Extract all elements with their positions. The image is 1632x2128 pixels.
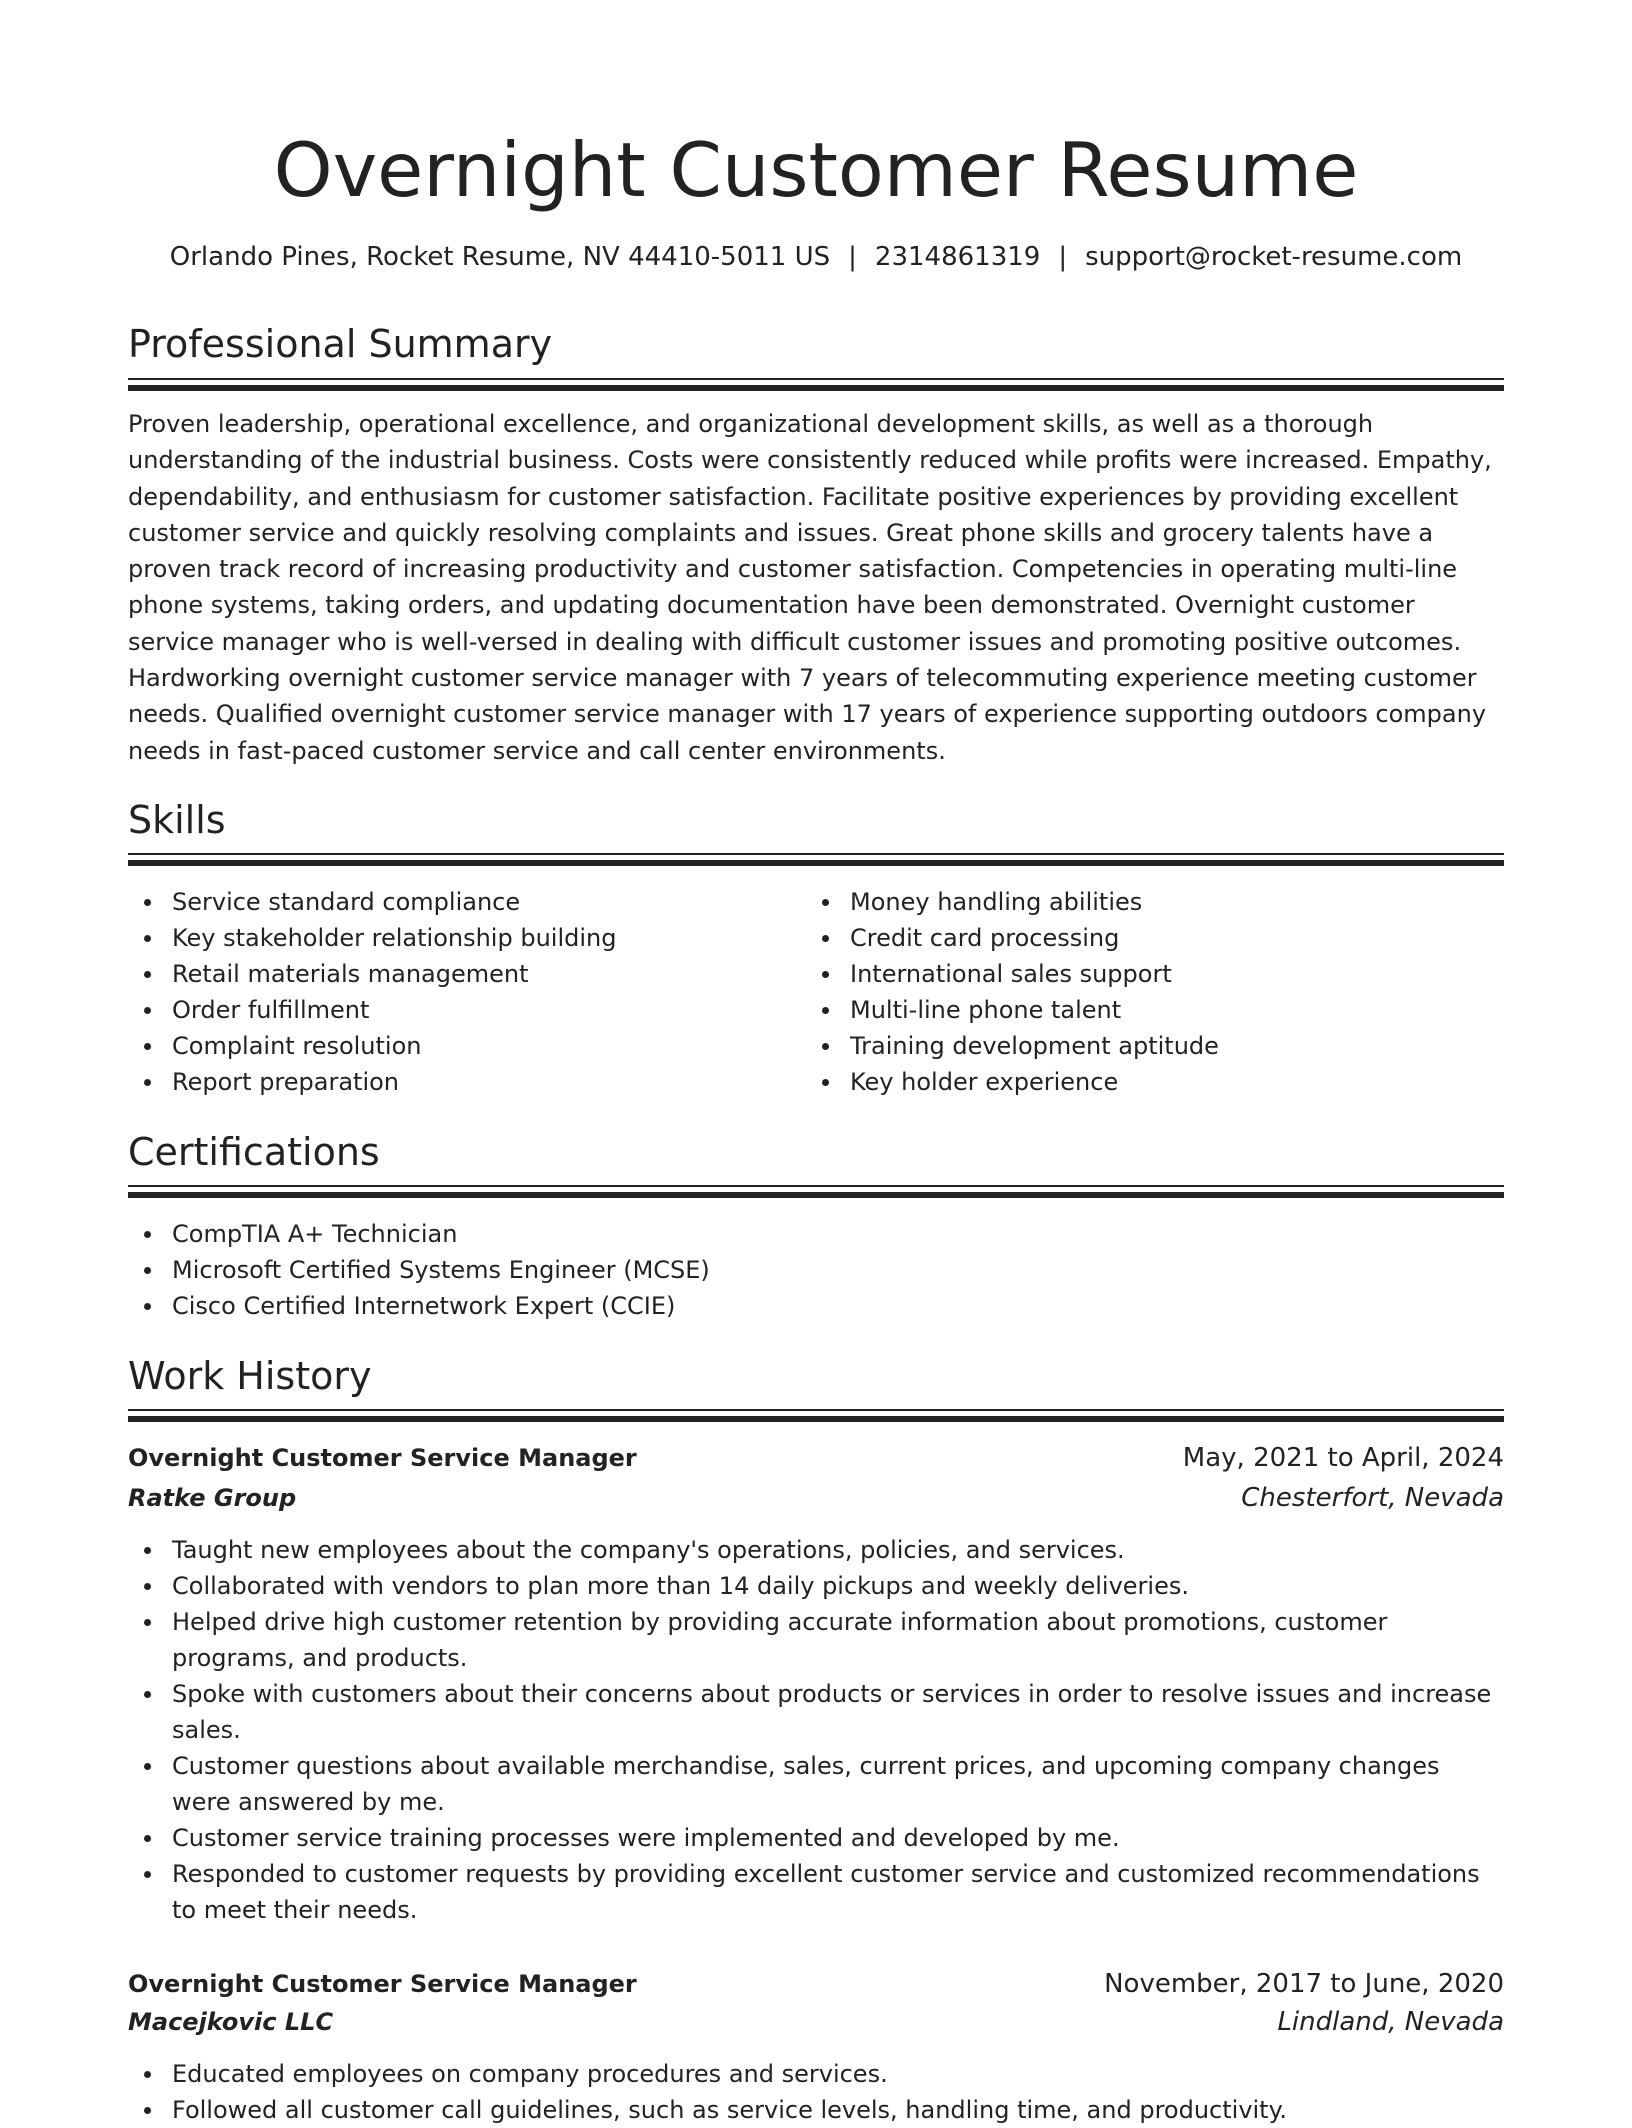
job-bullet: Spoke with customers about their concerns about products or services in order to resolve issues and increase sales. [128, 1676, 1504, 1748]
skill-item: Multi-line phone talent [806, 992, 1504, 1028]
job-header [128, 1438, 1504, 1478]
certifications-heading: Certifications [128, 1130, 380, 1174]
skill-item: Credit card processing [806, 920, 1504, 956]
skill-item: International sales support [806, 956, 1504, 992]
job-title: Overnight Customer Service Manager [128, 1970, 637, 1998]
contact-separator: | [848, 242, 857, 272]
skills-rule-thin [128, 853, 1504, 855]
job-bullet: Collaborated with vendors to plan more than 14 daily pickups and weekly deliveries. [128, 1568, 1504, 1604]
job-header [128, 1964, 1504, 2004]
summary-rule-thin [128, 378, 1504, 380]
certifications-rule-thin [128, 1185, 1504, 1187]
job-bullet: Taught new employees about the company's operations, policies, and services. [128, 1532, 1504, 1568]
job-location: Chesterfort, Nevada [1241, 1483, 1504, 1513]
job-subheader [128, 1478, 1504, 1518]
skills-left-list [128, 884, 788, 1100]
contact-line [128, 240, 1504, 274]
job-bullet: Customer questions about available merchandise, sales, current prices, and upcoming company changes were answered by me. [128, 1748, 1504, 1820]
job-bullets [128, 1532, 1504, 1928]
skills-left-column [128, 884, 788, 1100]
job-location: Lindland, Nevada [1277, 2007, 1504, 2037]
skill-item: Training development aptitude [806, 1028, 1504, 1064]
skill-item: Service standard compliance [128, 884, 788, 920]
skills-right-column [806, 884, 1504, 1100]
summary-text: Proven leadership, operational excellence, and organizational development skills, as well as a thorough understanding of the industrial business. Costs were consistently reduced while profits were increased. Empathy, dependability, and enthusiasm for customer satisfaction. Facilitate positive experiences by providing excellent customer service and quickly resolving complaints and issues. Great phone skills and grocery talents have a proven track record of increasing productivity and customer satisfaction. Competencies in operating multi-line phone systems, taking orders, and updating documentation have been demonstrated. Overnight customer service manager who is well-versed in dealing with difficult customer issues and promoting positive outcomes. Hardworking overnight customer service manager with 7 years of telecommuting experience meeting customer needs. Qualified overnight customer service manager with 17 years of experience supporting outdoors company needs in fast-paced customer service and call center environments. [128, 410, 1492, 765]
work-history-rule-thin [128, 1409, 1504, 1411]
certifications-list [128, 1216, 1504, 1324]
job-bullet: Helped drive high customer retention by providing accurate information about promotions, customer programs, and products. [128, 1604, 1504, 1676]
work-history-heading: Work History [128, 1354, 372, 1398]
contact-email: support@rocket-resume.com [1085, 242, 1463, 272]
skills-heading: Skills [128, 798, 226, 842]
contact-address: Orlando Pines, Rocket Resume, NV 44410-5011 US [169, 242, 831, 272]
skill-item: Report preparation [128, 1064, 788, 1100]
job-bullet: Customer service training processes were implemented and developed by me. [128, 1820, 1504, 1856]
contact-phone: 2314861319 [874, 242, 1041, 272]
resume-title: Overnight Customer Resume [273, 126, 1359, 214]
job-bullet: Followed all customer call guidelines, such as service levels, handling time, and productivity. [128, 2092, 1504, 2128]
summary-heading: Professional Summary [128, 322, 553, 366]
summary-rule-thick [128, 385, 1504, 391]
skill-item: Retail materials management [128, 956, 788, 992]
skill-item: Complaint resolution [128, 1028, 788, 1064]
job-company: Macejkovic LLC [128, 2008, 334, 2036]
job-dates: November, 2017 to June, 2020 [1104, 1969, 1504, 1999]
work-history-rule-thick [128, 1416, 1504, 1422]
certifications-rule-thick [128, 1192, 1504, 1198]
skill-item: Key stakeholder relationship building [128, 920, 788, 956]
contact-separator: | [1058, 242, 1068, 272]
job-bullet: Educated employees on company procedures and services. [128, 2056, 1504, 2092]
job-bullets [128, 2056, 1504, 2128]
job-title: Overnight Customer Service Manager [128, 1444, 637, 1472]
skills-rule-thick [128, 860, 1504, 866]
job-bullet: Responded to customer requests by providing excellent customer service and customized recommendations to meet their needs. [128, 1856, 1504, 1928]
job-dates: May, 2021 to April, 2024 [1182, 1443, 1504, 1473]
job-subheader [128, 2002, 1504, 2042]
certification-item: Cisco Certified Internetwork Expert (CCIE) [128, 1288, 1504, 1324]
skill-item: Money handling abilities [806, 884, 1504, 920]
skill-item: Key holder experience [806, 1064, 1504, 1100]
job-company: Ratke Group [128, 1484, 297, 1512]
certification-item: CompTIA A+ Technician [128, 1216, 1504, 1252]
certification-item: Microsoft Certified Systems Engineer (MCSE) [128, 1252, 1504, 1288]
skill-item: Order fulfillment [128, 992, 788, 1028]
skills-right-list [806, 884, 1504, 1100]
